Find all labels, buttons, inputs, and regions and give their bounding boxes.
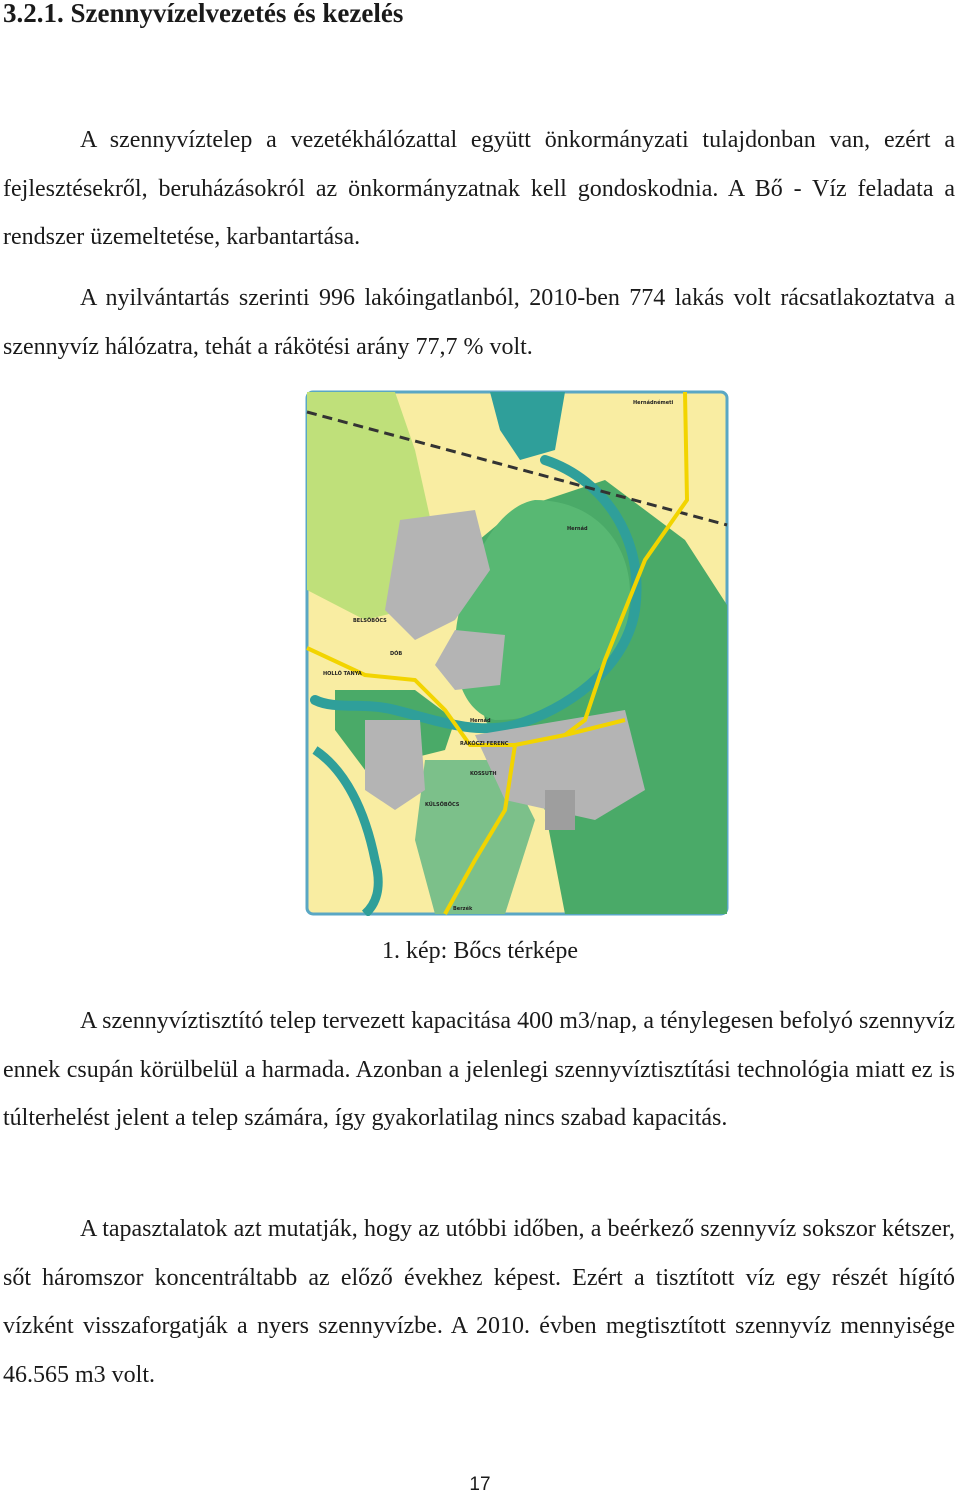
section-heading: 3.2.1. Szennyvízelvezetés és kezelés bbox=[3, 0, 404, 28]
paragraph-4-text: A tapasztalatok azt mutatják, hogy az utóbbi időben, a beérkező szennyvíz sokszor kétszer, sőt háromszor koncentráltabb az előző évekhez képest. Ezért a tisztított víz egy részét hígító vízként visszaforgatják a nyers szennyvízbe. A 2010. évben megtisztított szennyvíz mennyisége 46.565 m3 volt. bbox=[3, 1216, 955, 1388]
map-label-hernad-river-south: Hernád bbox=[470, 718, 491, 724]
page-number: 17 bbox=[469, 1474, 491, 1495]
map-label-kossuth: KOSSUTH bbox=[470, 771, 497, 777]
map-label-hernadnemeti: Hernádnémeti bbox=[633, 400, 674, 406]
paragraph-1 bbox=[3, 116, 955, 262]
map-label-belsobocs: BELSŐBŐCS bbox=[353, 618, 387, 624]
paragraph-2 bbox=[3, 274, 955, 371]
map-label-hernad-river-north: Hernád bbox=[567, 526, 588, 532]
map-label-dob: DÓB bbox=[390, 651, 403, 657]
map-label-tanya: HOLLÓ TANYA bbox=[323, 671, 362, 677]
paragraph-3 bbox=[3, 997, 955, 1143]
paragraph-2-text: A nyilvántartás szerinti 996 lakóingatlanból, 2010-ben 774 lakás volt rácsatlakoztatva a szennyvíz hálózatra, tehát a rákötési arány 77,7 % volt. bbox=[3, 285, 955, 360]
paragraph-3-text: A szennyvíztisztító telep tervezett kapacitása 400 m3/nap, a ténylegesen befolyó szennyvíz ennek csupán körülbelül a harmada. Azonban a jelenlegi szennyvíztisztítási technológia miatt ez is túlterhelést jelent a telep számára, így gyakorlatilag nincs szabad kapacitás. bbox=[3, 1008, 955, 1131]
map-label-kulsobocs: KÜLSŐBŐCS bbox=[425, 802, 460, 808]
paragraph-4 bbox=[3, 1205, 955, 1399]
map-label-berzek: Berzék bbox=[453, 906, 473, 912]
map-label-rakoczi-street: RÁKÓCZI FERENC bbox=[460, 741, 509, 747]
paragraph-1-text: A szennyvíztelep a vezetékhálózattal együtt önkormányzati tulajdonban van, ezért a fejlesztésekről, beruházásokról az önkormányzatnak kell gondoskodnia. A Bő - Víz feladata a rendszer üzemeltetése, karbantartása. bbox=[3, 127, 955, 250]
bocs-map-image bbox=[305, 390, 729, 916]
figure-caption: 1. kép: Bőcs térképe bbox=[382, 938, 578, 964]
